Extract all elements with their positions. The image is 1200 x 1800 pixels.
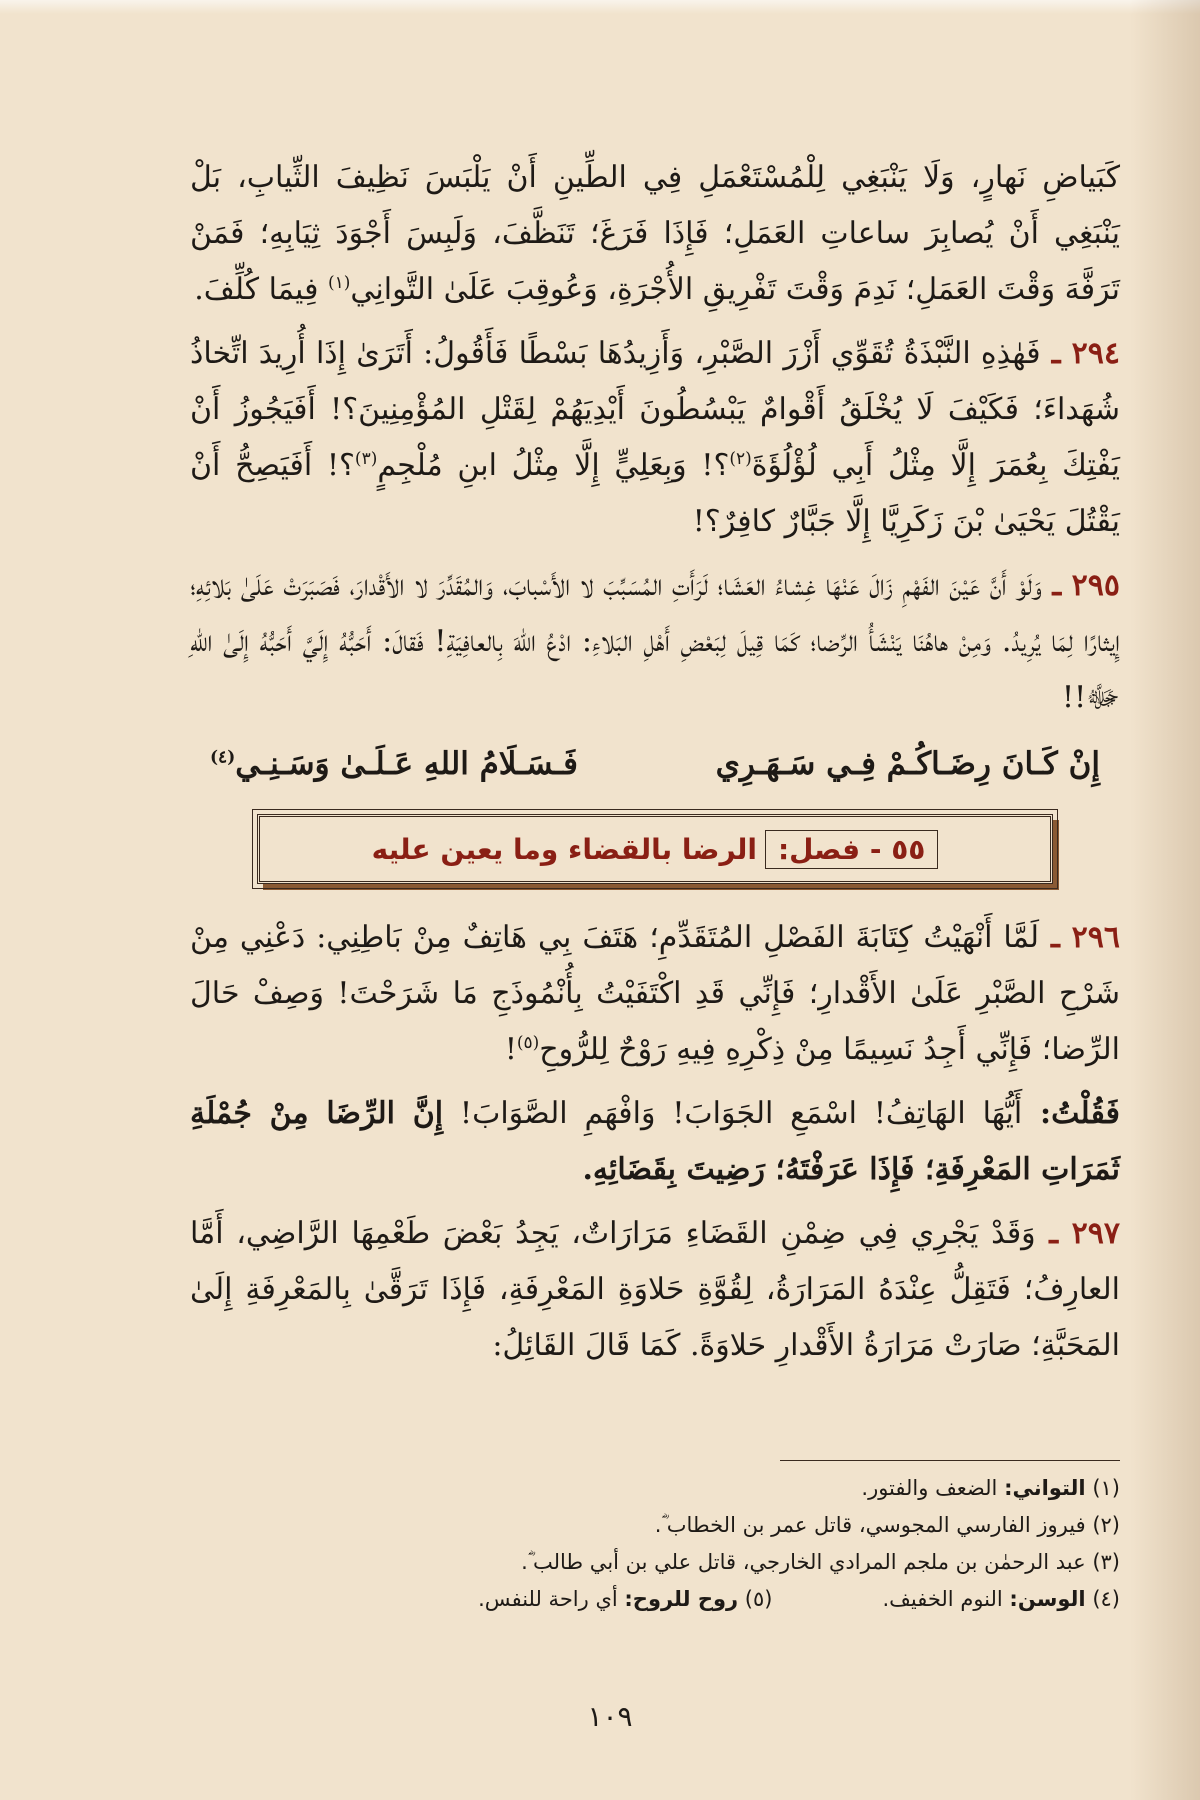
footnote-ref-3[interactable]: (٣)	[354, 449, 378, 469]
page-body	[190, 150, 1120, 1382]
paragraph-text: ؟! أَفَيَصِحُّ أَنْ يَقْتُلَ يَحْيَىٰ بْنَ زَكَرِيَّا إِلَّا جَبَّارٌ كافِرٌ؟!	[190, 448, 1120, 539]
verse-first-hemistich: إِنْ كَـانَ رِضَـاكُـمْ فِـي سَـهَـرِي	[715, 746, 1100, 782]
paragraph-295	[190, 558, 1120, 726]
footnote-line-4-5	[210, 1581, 1120, 1618]
footnote-text: عبد الرحمٰن بن ملجم المرادي الخارجي، قاتل علي بن أبي طالب ؓ.	[521, 1550, 1093, 1574]
paragraph-296	[190, 910, 1120, 1078]
paragraph-reply	[190, 1086, 1120, 1198]
footnote-1	[210, 1470, 1120, 1507]
paragraph-number: ٢٩٤	[1071, 336, 1121, 371]
footnote-term: روح للروح:	[624, 1587, 739, 1611]
section-heading-box	[257, 814, 1053, 884]
paragraph-297	[190, 1206, 1120, 1374]
paragraph-continuation	[190, 150, 1120, 318]
footnote-ref-4[interactable]: (٤)	[210, 747, 236, 768]
footnote-term: الوسن:	[1009, 1587, 1086, 1611]
footnote-2	[210, 1507, 1120, 1544]
paragraph-dash: ـ	[1041, 568, 1072, 603]
paragraph-294	[190, 326, 1120, 550]
verse-second-hemistich	[210, 734, 578, 794]
footnote-text: فيروز الفارسي المجوسي، قاتل عمر بن الخطاب ؓ.	[654, 1513, 1093, 1537]
paragraph-dash: ـ	[1039, 920, 1072, 955]
footnote-text: أي راحة للنفس.	[478, 1587, 625, 1611]
page-gutter-shadow	[1130, 0, 1200, 1800]
paragraph-number: ٢٩٧	[1071, 1216, 1120, 1251]
paragraph-text: كَبَياضِ نَهارٍ، وَلَا يَنْبَغِي لِلْمُسْتَعْمَلِ فِي الطِّينِ أَنْ يَلْبَسَ نَظِيفَ الثِّيابِ، بَلْ يَنْبَغِي أَنْ يُصابِرَ ساعاتِ العَمَلِ؛ فَإِذَا فَرَغَ؛ تَنَظَّفَ، وَلَبِسَ أَجْوَدَ ثِيَابِهِ؛ فَمَنْ تَرَفَّهَ وَقْتَ العَمَلِ؛ نَدِمَ وَقْتَ تَفْرِيقِ الأُجْرَةِ، وَعُوقِبَ عَلَىٰ التَّوانِي	[190, 160, 1120, 307]
footnote-number: (٣)	[1092, 1550, 1120, 1574]
page-number: ١٠٩	[587, 1700, 633, 1733]
footnote-text: الضعف والفتور.	[861, 1476, 1005, 1500]
footnote-number: (٤)	[1092, 1587, 1120, 1611]
reply-bold-text: إِنَّ الرِّضَا مِنْ جُمْلَةِ ثَمَرَاتِ المَعْرِفَةِ؛ فَإِذَا عَرَفْتَهُ؛ رَضِيتَ بِقَضَائِهِ.	[190, 1096, 1120, 1187]
footnote-ref-5[interactable]: (٥)	[516, 1033, 540, 1053]
footnote-text: النوم الخفيف.	[882, 1587, 1010, 1611]
footnote-number: (٥)	[744, 1587, 773, 1611]
reply-lead: فَقُلْتُ:	[1022, 1096, 1121, 1131]
section-label: ٥٥ - فصل:	[765, 830, 938, 869]
footnotes	[210, 1470, 1120, 1618]
footnote-5	[478, 1581, 772, 1618]
reply-text: أَيُّهَا الهَاتِفُ! اسْمَعِ الجَوَابَ! وَافْهَمِ الصَّوَابَ!	[443, 1096, 1023, 1131]
paragraph-dash: ـ	[1040, 336, 1072, 371]
footnote-ref-1[interactable]: (١)	[328, 273, 351, 293]
paragraph-number: ٢٩٦	[1071, 920, 1120, 955]
verse-second-text: فَـسَـلَامُ اللهِ عَـلَـىٰ وَسَـنِـي	[235, 746, 578, 782]
footnote-ref-2[interactable]: (٢)	[729, 449, 752, 469]
footnote-4	[882, 1581, 1120, 1618]
footnote-number: (٢)	[1092, 1513, 1120, 1537]
paragraph-text: وَقَدْ يَجْرِي فِي ضِمْنِ القَضَاءِ مَرَارَاتٌ، يَجِدُ بَعْضَ طَعْمِهَا الرَّاضِي، أَمَّا العارِفُ؛ فَتَقِلُّ عِنْدَهُ المَرَارَةُ، لِقُوَّةِ حَلاوَةِ المَعْرِفَةِ، فَإِذَا تَرَقَّىٰ بِالمَعْرِفَةِ إِلَىٰ المَحَبَّةِ؛ صَارَتْ مَرَارَةُ الأَقْدارِ حَلاوَةً. كَمَا قَالَ القَائِلُ:	[190, 1216, 1120, 1363]
paragraph-text-tail: فِيمَا كُلِّفَ.	[194, 272, 328, 307]
footnote-3	[210, 1544, 1120, 1581]
paragraph-dash: ـ	[1035, 1216, 1072, 1251]
poetry-verse	[190, 734, 1120, 794]
footnote-term: التواني:	[1004, 1476, 1086, 1500]
section-title: الرضا بالقضاء وما يعين عليه	[371, 832, 757, 866]
footnote-number: (١)	[1092, 1476, 1120, 1500]
paragraph-text: لَمَّا أَنْهَيْتُ كِتَابَةَ الفَصْلِ المُتَقَدِّمِ؛ هَتَفَ بِي هَاتِفٌ مِنْ بَاطِنِي: دَعْنِي مِنْ شَرْحِ الصَّبْرِ عَلَىٰ الأَقْدارِ؛ فَإِنِّي قَدِ اكْتَفَيْتُ بِأُنْمُوذَجِ مَا شَرَحْتَ! وَصِفْ حَالَ الرِّضا؛ فَإِنِّي أَجِدُ نَسِيمًا مِنْ ذِكْرِهِ فِيهِ رَوْحٌ لِلرُّوحِ	[190, 920, 1120, 1067]
paragraph-text: فَهٰذِهِ النَّبْذَةُ تُقَوِّي أَزْرَ الصَّبْرِ، وَأَزِيدُهَا بَسْطًا فَأَقُولُ: أَتَرَىٰ إِذَا أُرِيدَ اتِّخاذُ شُهَداءَ؛ فَكَيْفَ لَا يُخْلَقُ أَقْوامٌ يَبْسُطُونَ أَيْدِيَهُمْ لِقَتْلِ المُؤْمِنِينَ؟! أَفَيَجُوزُ أَنْ يَفْتِكَ بِعُمَرَ إِلَّا مِثْلُ أَبِي لُؤْلُؤَةَ	[190, 336, 1121, 483]
paragraph-number: ٢٩٥	[1071, 568, 1120, 603]
paragraph-text-tail: !	[504, 1032, 517, 1067]
footnote-divider	[780, 1460, 1120, 1461]
paragraph-text: وَلَوْ أَنَّ عَيْنَ الفَهْمِ زَالَ عَنْهَا غِشاءُ العَشَا؛ لَرَأَتِ المُسَبِّبَ لا الأَسْبابَ، وَالمُقَدِّرَ لا الأَقْدارَ، فَصَبَرَتْ عَلَىٰ بَلائِهِ؛ إِيثارًا لِمَا يُرِيدُ. وَمِنْ هاهُنَا يَنْشَأُ الرِّضا؛ كَمَا قِيلَ لِبَعْضِ أَهْلِ البَلاءِ: ادْعُ اللهَ بِالعافِيَةِ! فَقالَ: أَحَبُّهُ إِلَيَّ أَحَبُّهُ إِلَىٰ اللهِ ﷻ!!	[190, 568, 1120, 715]
paragraph-text: ؟! وَبِعَلِيٍّ إِلَّا مِثْلُ ابنِ مُلْجِمٍ	[377, 448, 730, 483]
page-top-edge	[0, 0, 1200, 14]
